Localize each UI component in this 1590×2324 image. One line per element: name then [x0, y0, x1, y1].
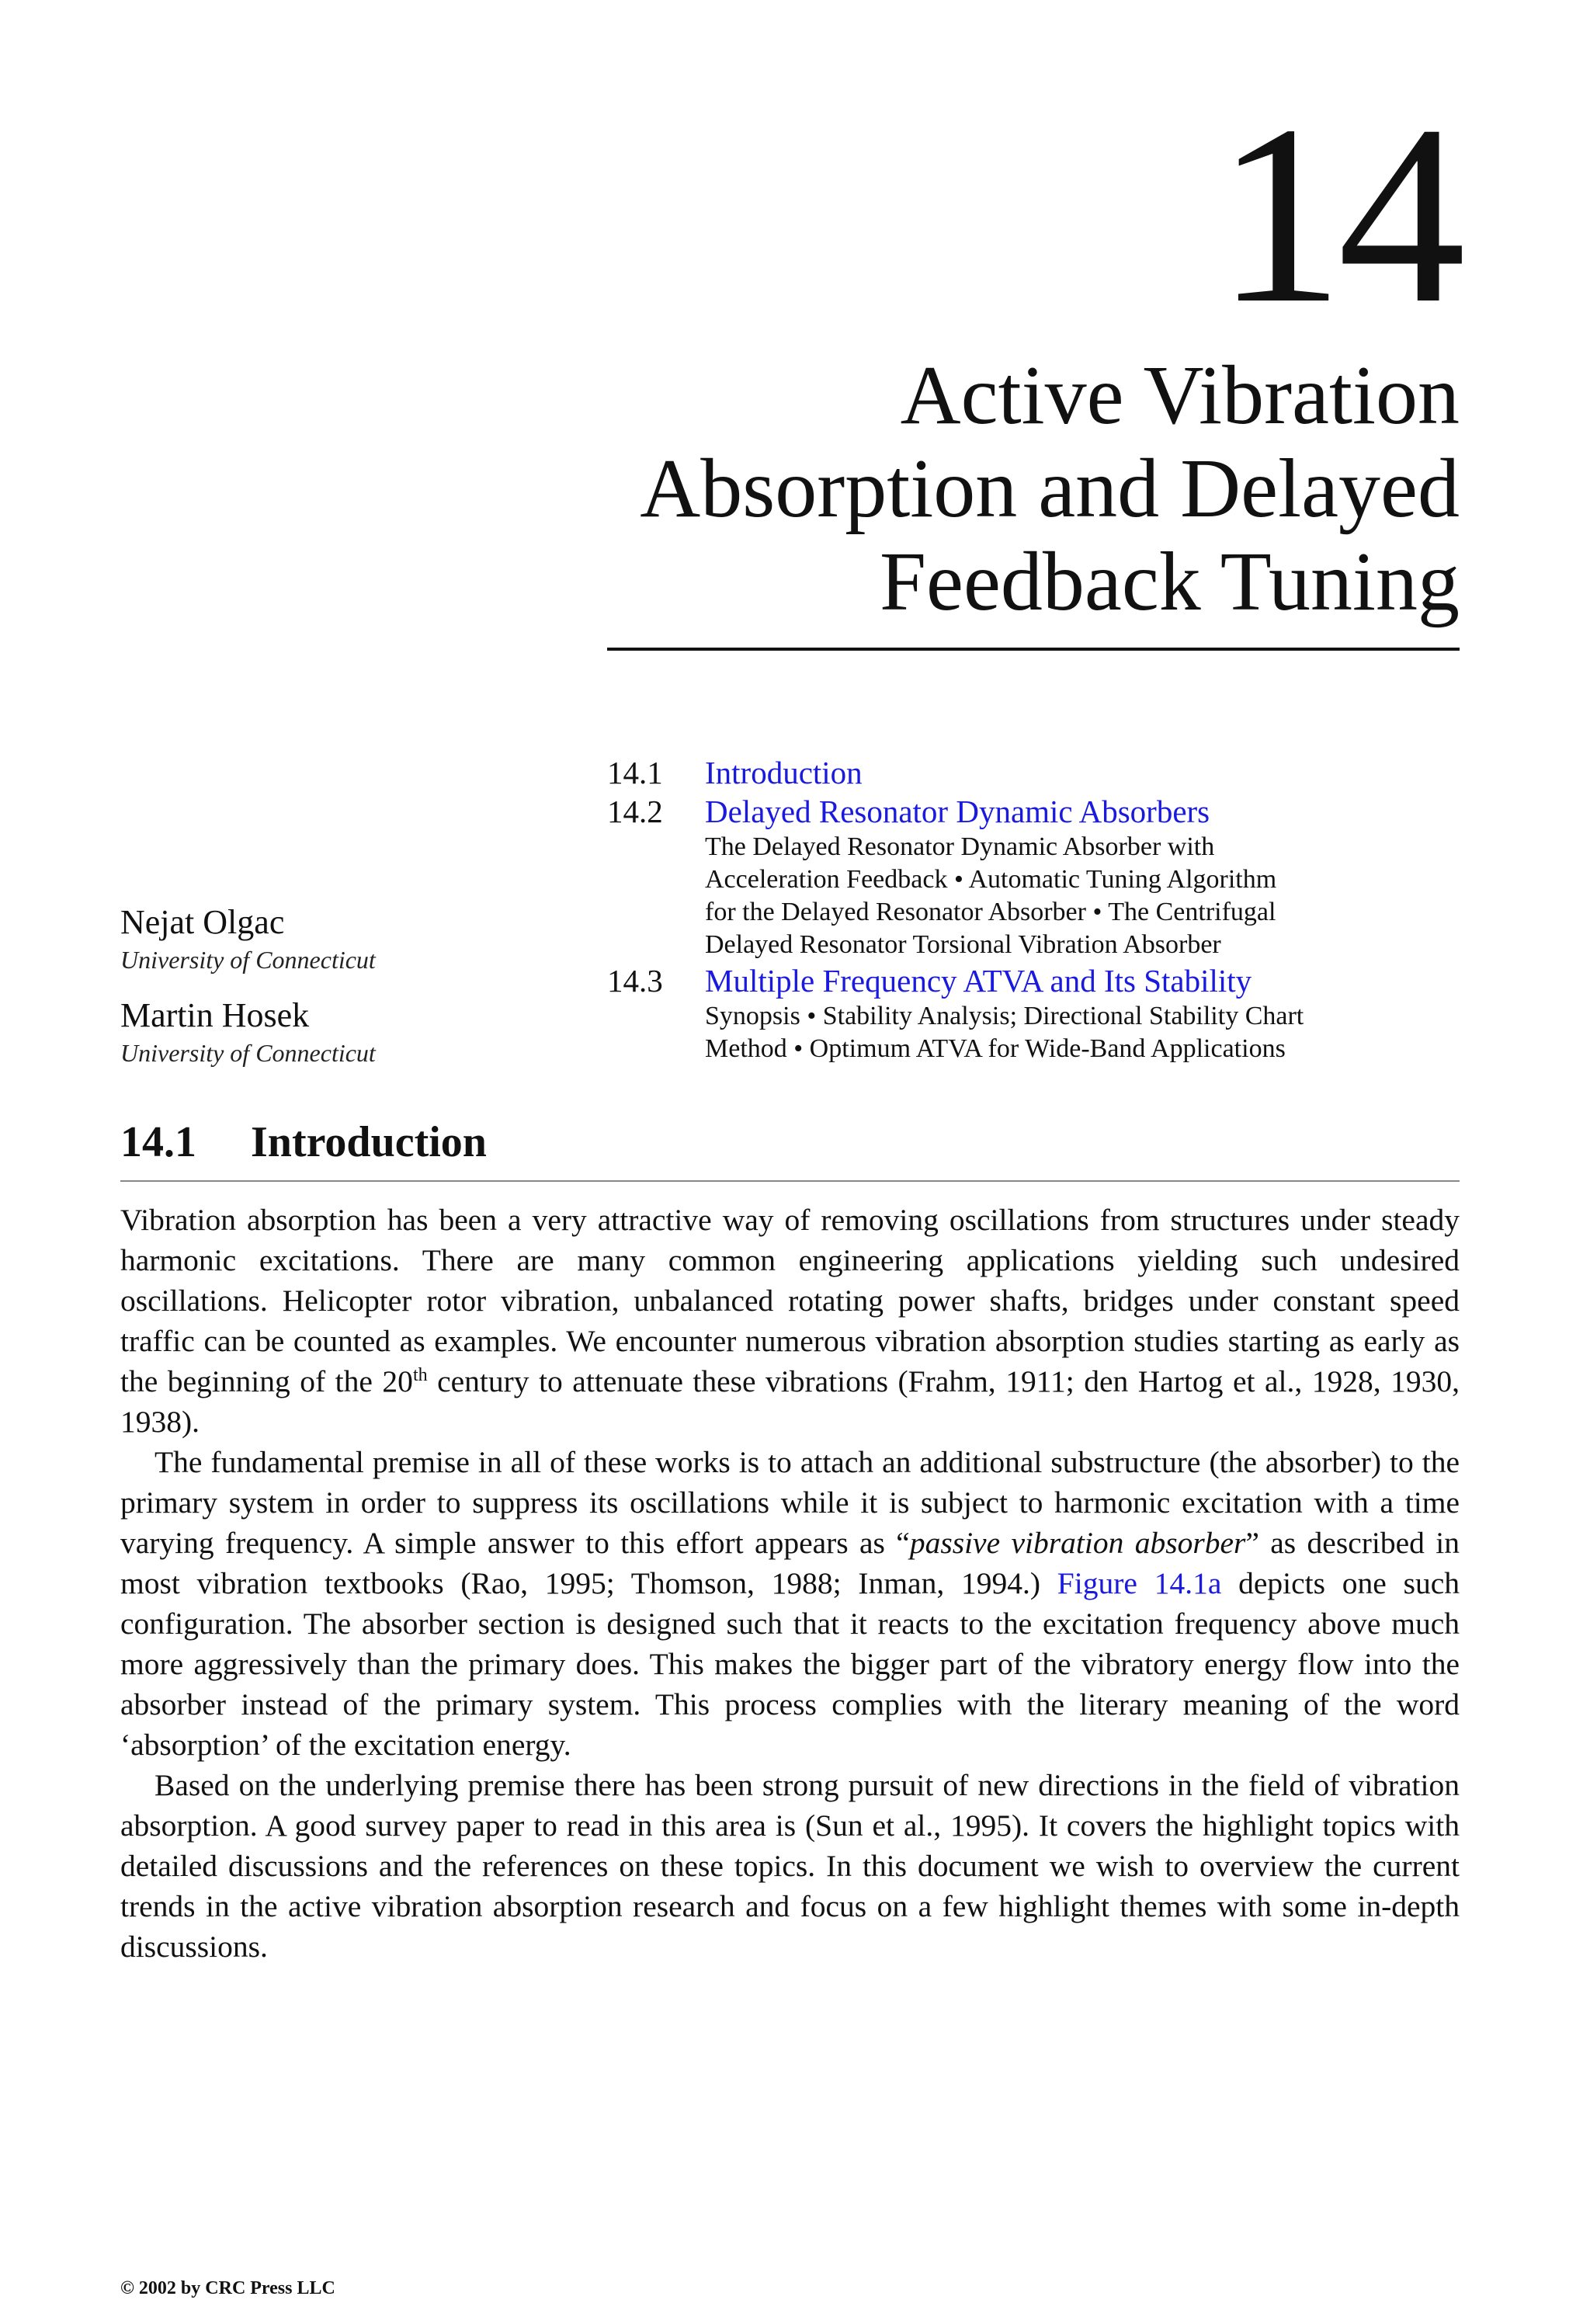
figure-link[interactable]: Figure 14.1a [1057, 1566, 1222, 1600]
chapter-title-line: Active Vibration [900, 349, 1460, 442]
paragraph: Based on the underlying premise there has been strong pursuit of new directions in the field of vibration absorption. A good survey paper to read in this area is (Sun et al., 1995). It covers the highlight topics with detailed discussions and the references on these topics. In this document we wish to overview the current trends in the active vibration absorption research and focus on a few highlight themes with some in-depth discussions. [120, 1768, 1460, 1964]
text-run: century to attenuate these vibrations (Frahm, 1911; den Hartog et al., 1928, 1930, 1938). [120, 1364, 1460, 1439]
body-text [120, 1200, 1460, 1967]
toc-entry [705, 753, 1469, 792]
text-run: ” as described in most vibration textbooks (Rao, 1995; Thomson, 1988; Inman, 1994.) [120, 1526, 1460, 1600]
toc-number: 14.3 [607, 963, 663, 999]
author-affiliation: University of Connecticut [120, 946, 376, 974]
toc-number: 14.1 [607, 755, 663, 790]
emphasis-text: passive vibration absorber [909, 1526, 1246, 1560]
chapter-title-line: Absorption and Delayed [640, 443, 1460, 535]
toc-entry [705, 961, 1469, 1065]
toc-description-line: Synopsis • Stability Analysis; Directional Stability Chart [705, 1002, 1304, 1030]
author-affiliation: University of Connecticut [120, 1039, 376, 1067]
copyright-footer: © 2002 by CRC Press LLC [120, 2278, 335, 2298]
toc-item [607, 753, 1469, 792]
title-rule [607, 648, 1460, 651]
toc-description-line: Delayed Resonator Torsional Vibration Absorber [705, 930, 1221, 959]
toc-link-introduction[interactable]: Introduction [705, 755, 863, 790]
toc-entry [705, 792, 1469, 961]
text-run: Vibration absorption has been a very attractive way of removing oscillations from structures under steady harmonic excitations. There are many common engineering applications yielding such undesired oscillations. Helicopter rotor vibration, unbalanced rotating power shafts, bridges under constant speed traffic can be counted as examples. We encounter numerous vibration absorption studies starting as early as the beginning of the 20 [120, 1203, 1460, 1398]
toc-description-line: The Delayed Resonator Dynamic Absorber with [705, 832, 1215, 861]
author-name: Martin Hosek [120, 996, 310, 1034]
table-of-contents [607, 753, 1469, 1065]
chapter-number: 14 [1216, 73, 1460, 356]
toc-description-line: Acceleration Feedback • Automatic Tuning Algorithm [705, 865, 1277, 894]
toc-item [607, 792, 1469, 961]
chapter-title-line: Feedback Tuning [879, 536, 1460, 628]
section-number: 14.1 [120, 1118, 196, 1166]
superscript: th [412, 1364, 428, 1385]
text-run: The fundamental premise in all of these works is to attach an additional substructure (the absorber) to the primary system in order to suppress its oscillations while it is subject to harmonic excitation with a time varying frequency. A simple answer to this effort appears as “ [120, 1445, 1460, 1560]
chapter-title [450, 349, 1460, 629]
section-title: Introduction [251, 1118, 487, 1166]
author-name: Nejat Olgac [120, 903, 285, 941]
toc-description-line: for the Delayed Resonator Absorber • The Centrifugal [705, 898, 1276, 926]
text-run: depicts one such configuration. The absorber section is designed such that it reacts to the excitation frequency above much more aggressively than the primary does. This makes the bigger part of the vibratory energy flow into the absorber instead of the primary system. This process complies with the literary meaning of the word ‘absorption’ of the excitation energy. [120, 1566, 1460, 1762]
toc-item [607, 961, 1469, 1065]
section-rule [120, 1180, 1460, 1182]
paragraph [120, 1442, 1460, 1765]
toc-description-line: Method • Optimum ATVA for Wide-Band Applications [705, 1034, 1286, 1063]
paragraph [120, 1200, 1460, 1442]
section-heading [120, 1115, 1460, 1169]
toc-number: 14.2 [607, 794, 663, 829]
authors [120, 901, 586, 1087]
toc-link-delayed-resonator[interactable]: Delayed Resonator Dynamic Absorbers [705, 794, 1210, 829]
toc-link-multiple-frequency-atva[interactable]: Multiple Frequency ATVA and Its Stability [705, 963, 1252, 999]
